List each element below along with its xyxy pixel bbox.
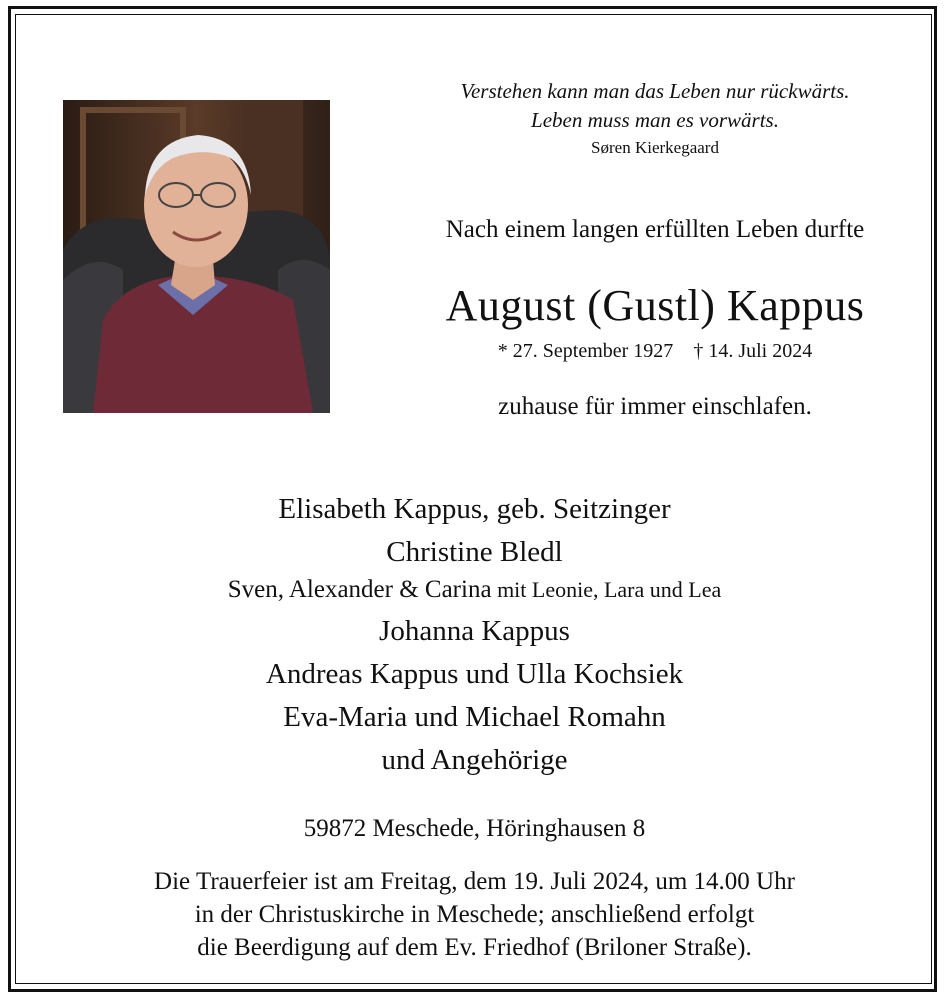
quote-line-1: Verstehen kann man das Leben nur rückwärts. xyxy=(460,79,850,103)
outro-text: zuhause für immer einschlafen. xyxy=(498,393,812,420)
mourner-line-2: Christine Bledl xyxy=(386,536,563,568)
death-date: † 14. Juli 2024 xyxy=(693,340,813,362)
life-dates xyxy=(385,340,925,363)
quote-line-2: Leben muss man es vorwärts. xyxy=(531,108,779,132)
mourner-line-5: Andreas Kappus und Ulla Kochsiek xyxy=(265,658,684,690)
funeral-line-2: in der Christuskirche in Meschede; anschließend erfolgt xyxy=(194,901,755,928)
mourner-line-7: und Angehörige xyxy=(381,744,568,776)
intro-text: Nach einem langen erfüllten Leben durfte xyxy=(445,216,865,243)
birth-date: * 27. September 1927 xyxy=(497,340,674,362)
mourner-line-3-minor: mit Leonie, Lara und Lea xyxy=(491,577,722,602)
mourner-line-3-main: Sven, Alexander & Carina xyxy=(227,576,492,603)
funeral-line-1: Die Trauerfeier ist am Freitag, dem 19. Juli 2024, um 14.00 Uhr xyxy=(154,868,795,895)
quote-author: Søren Kierkegaard xyxy=(591,138,719,157)
mourner-line-4: Johanna Kappus xyxy=(379,615,570,647)
mourner-line-3 xyxy=(0,576,949,604)
deceased-name: August (Gustl) Kappus xyxy=(445,281,865,330)
address: 59872 Meschede, Höringhausen 8 xyxy=(303,815,646,842)
mourner-line-6: Eva-Maria und Michael Romahn xyxy=(283,701,666,733)
portrait-photo xyxy=(63,100,330,413)
mourner-line-1: Elisabeth Kappus, geb. Seitzinger xyxy=(278,493,671,525)
funeral-line-3: die Beerdigung auf dem Ev. Friedhof (Briloner Straße). xyxy=(197,934,752,961)
